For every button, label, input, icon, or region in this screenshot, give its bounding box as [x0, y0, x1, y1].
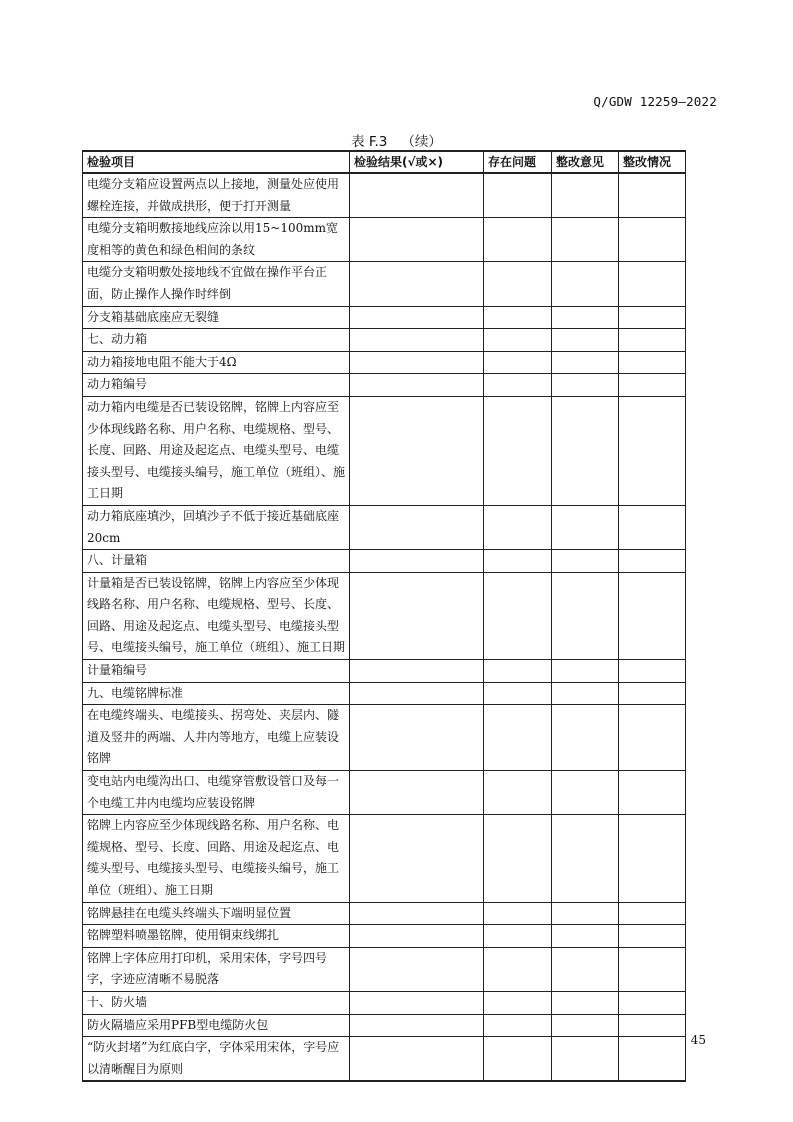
- problem-cell: [484, 572, 552, 659]
- item-cell: 七、动力箱: [83, 329, 350, 352]
- inspection-table: [82, 150, 686, 1082]
- problem-cell: [484, 1014, 552, 1037]
- table-row: [83, 705, 686, 771]
- item-cell: 动力箱底座填沙，回填沙子不低于接近基础底座20cm: [83, 505, 350, 549]
- column-header-item: 检验项目: [83, 151, 350, 173]
- status-cell: [619, 262, 686, 306]
- table-row: [83, 173, 686, 218]
- status-cell: [619, 771, 686, 815]
- column-header-problem: 存在问题: [484, 151, 552, 173]
- status-cell: [619, 1037, 686, 1082]
- result-cell: [350, 771, 484, 815]
- item-cell: 计量箱编号: [83, 660, 350, 683]
- item-cell: 防火隔墙应采用PFB型电缆防火包: [83, 1014, 350, 1037]
- problem-cell: [484, 550, 552, 573]
- table-row: [83, 947, 686, 991]
- table-row: [83, 218, 686, 262]
- opinion-cell: [552, 374, 619, 397]
- status-cell: [619, 572, 686, 659]
- status-cell: [619, 329, 686, 352]
- result-cell: [350, 705, 484, 771]
- result-cell: [350, 262, 484, 306]
- status-cell: [619, 550, 686, 573]
- result-cell: [350, 660, 484, 683]
- opinion-cell: [552, 306, 619, 329]
- item-cell: 变电站内电缆沟出口、电缆穿管敷设管口及每一个电缆工井内电缆均应装设铭牌: [83, 771, 350, 815]
- result-cell: [350, 682, 484, 705]
- opinion-cell: [552, 572, 619, 659]
- problem-cell: [484, 306, 552, 329]
- item-cell: 铭牌上内容应至少体现线路名称、用户名称、电缆规格、型号、长度、回路、用途及起迄点、电缆头型号、电缆接头型号、电缆接头编号，施工单位（班组）、施工日期: [83, 815, 350, 902]
- item-cell: 动力箱编号: [83, 374, 350, 397]
- table-row: [83, 505, 686, 549]
- result-cell: [350, 925, 484, 948]
- column-header-result: 检验结果(√或×): [350, 151, 484, 173]
- result-cell: [350, 1037, 484, 1082]
- result-cell: [350, 902, 484, 925]
- page-number: 45: [690, 1033, 706, 1047]
- table-row: [83, 329, 686, 352]
- result-cell: [350, 505, 484, 549]
- status-cell: [619, 660, 686, 683]
- status-cell: [619, 705, 686, 771]
- problem-cell: [484, 660, 552, 683]
- table-row: [83, 902, 686, 925]
- opinion-cell: [552, 396, 619, 505]
- column-header-opinion: 整改意见: [552, 151, 619, 173]
- status-cell: [619, 374, 686, 397]
- result-cell: [350, 351, 484, 374]
- status-cell: [619, 991, 686, 1014]
- opinion-cell: [552, 771, 619, 815]
- item-cell: 动力箱接地电阻不能大于4Ω: [83, 351, 350, 374]
- table-row: [83, 262, 686, 306]
- table-header-row: [83, 151, 686, 173]
- problem-cell: [484, 1037, 552, 1082]
- status-cell: [619, 218, 686, 262]
- item-cell: 动力箱内电缆是否已装设铭牌，铭牌上内容应至少体现线路名称、用户名称、电缆规格、型号、长度、回路、用途及起迄点、电缆头型号、电缆接头型号、电缆接头编号，施工单位（班组）、施工日期: [83, 396, 350, 505]
- problem-cell: [484, 682, 552, 705]
- item-cell: 十、防火墙: [83, 991, 350, 1014]
- opinion-cell: [552, 262, 619, 306]
- opinion-cell: [552, 329, 619, 352]
- result-cell: [350, 947, 484, 991]
- item-cell: 电缆分支箱应设置两点以上接地，测量处应使用螺栓连接，并做成拱形，便于打开测量: [83, 173, 350, 218]
- problem-cell: [484, 262, 552, 306]
- status-cell: [619, 947, 686, 991]
- result-cell: [350, 550, 484, 573]
- table-row: [83, 306, 686, 329]
- table-row: [83, 374, 686, 397]
- table-row: [83, 682, 686, 705]
- problem-cell: [484, 991, 552, 1014]
- item-cell: 分支箱基础底座应无裂缝: [83, 306, 350, 329]
- status-cell: [619, 815, 686, 902]
- result-cell: [350, 173, 484, 218]
- result-cell: [350, 815, 484, 902]
- table-title-continued: （续）: [401, 134, 442, 150]
- table-title: [0, 130, 793, 150]
- problem-cell: [484, 705, 552, 771]
- table-title-label: 表 F.3: [351, 134, 388, 150]
- table-row: [83, 991, 686, 1014]
- opinion-cell: [552, 682, 619, 705]
- item-cell: 铭牌塑料喷墨铭牌，使用铜束线绑扎: [83, 925, 350, 948]
- table-row: [83, 351, 686, 374]
- opinion-cell: [552, 925, 619, 948]
- opinion-cell: [552, 991, 619, 1014]
- table-row: [83, 550, 686, 573]
- result-cell: [350, 329, 484, 352]
- item-cell: 在电缆终端头、电缆接头、拐弯处、夹层内、隧道及竖井的两端、人井内等地方，电缆上应装设铭牌: [83, 705, 350, 771]
- problem-cell: [484, 351, 552, 374]
- item-cell: “防火封堵”为红底白字，字体采用宋体，字号应以清晰醒目为原则: [83, 1037, 350, 1082]
- result-cell: [350, 1014, 484, 1037]
- result-cell: [350, 306, 484, 329]
- table-row: [83, 815, 686, 902]
- status-cell: [619, 505, 686, 549]
- status-cell: [619, 173, 686, 218]
- opinion-cell: [552, 173, 619, 218]
- opinion-cell: [552, 218, 619, 262]
- table-row: [83, 1014, 686, 1037]
- status-cell: [619, 925, 686, 948]
- problem-cell: [484, 173, 552, 218]
- problem-cell: [484, 815, 552, 902]
- result-cell: [350, 396, 484, 505]
- opinion-cell: [552, 550, 619, 573]
- result-cell: [350, 218, 484, 262]
- problem-cell: [484, 505, 552, 549]
- status-cell: [619, 1014, 686, 1037]
- problem-cell: [484, 771, 552, 815]
- table-row: [83, 925, 686, 948]
- opinion-cell: [552, 815, 619, 902]
- result-cell: [350, 374, 484, 397]
- result-cell: [350, 991, 484, 1014]
- opinion-cell: [552, 902, 619, 925]
- opinion-cell: [552, 705, 619, 771]
- opinion-cell: [552, 351, 619, 374]
- column-header-status: 整改情况: [619, 151, 686, 173]
- table-row: [83, 1037, 686, 1082]
- item-cell: 铭牌悬挂在电缆头终端头下端明显位置: [83, 902, 350, 925]
- problem-cell: [484, 902, 552, 925]
- opinion-cell: [552, 1037, 619, 1082]
- result-cell: [350, 572, 484, 659]
- status-cell: [619, 902, 686, 925]
- problem-cell: [484, 329, 552, 352]
- item-cell: 八、计量箱: [83, 550, 350, 573]
- status-cell: [619, 682, 686, 705]
- status-cell: [619, 396, 686, 505]
- problem-cell: [484, 947, 552, 991]
- table-row: [83, 771, 686, 815]
- item-cell: 计量箱是否已装设铭牌，铭牌上内容应至少体现线路名称、用户名称、电缆规格、型号、长度、回路、用途及起迄点、电缆头型号、电缆接头型号、电缆接头编号，施工单位（班组）、施工日期: [83, 572, 350, 659]
- problem-cell: [484, 396, 552, 505]
- document-code: Q/GDW 12259—2022: [593, 94, 717, 109]
- status-cell: [619, 351, 686, 374]
- table-row: [83, 396, 686, 505]
- opinion-cell: [552, 1014, 619, 1037]
- item-cell: 九、电缆铭牌标准: [83, 682, 350, 705]
- item-cell: 铭牌上字体应用打印机，采用宋体，字号四号字，字迹应清晰不易脱落: [83, 947, 350, 991]
- opinion-cell: [552, 505, 619, 549]
- problem-cell: [484, 374, 552, 397]
- table-body: [83, 173, 686, 1081]
- opinion-cell: [552, 947, 619, 991]
- opinion-cell: [552, 660, 619, 683]
- problem-cell: [484, 218, 552, 262]
- problem-cell: [484, 925, 552, 948]
- status-cell: [619, 306, 686, 329]
- item-cell: 电缆分支箱明敷处接地线不宜做在操作平台正面，防止操作人操作时绊倒: [83, 262, 350, 306]
- table-row: [83, 660, 686, 683]
- item-cell: 电缆分支箱明敷接地线应涂以用15~100mm宽度相等的黄色和绿色相间的条纹: [83, 218, 350, 262]
- table-row: [83, 572, 686, 659]
